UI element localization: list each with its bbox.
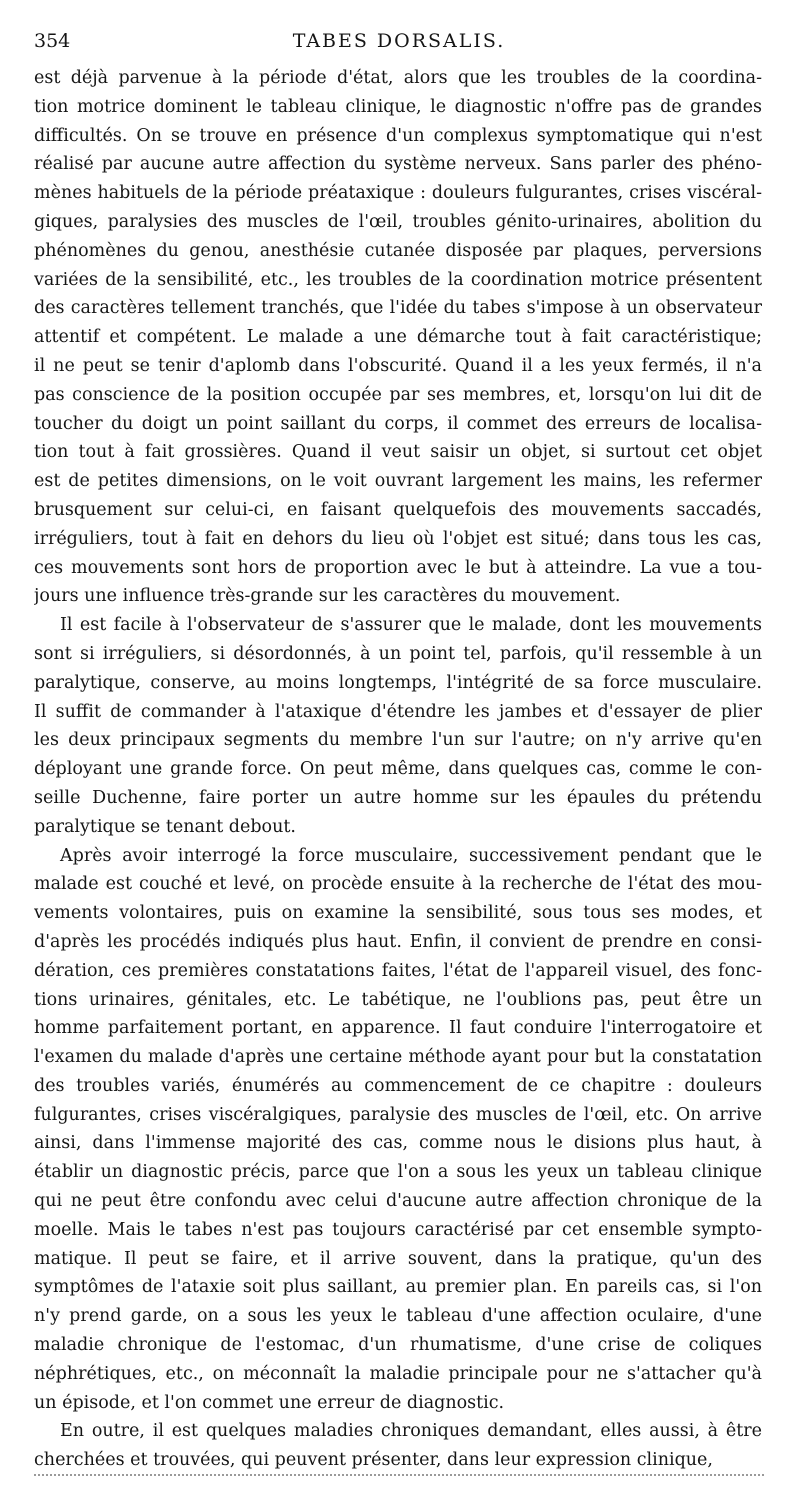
text-line: tions urinaires, génitales, etc. Le tabétique, ne l'oublions pas, peut être un [34, 989, 762, 1010]
footer-dotted-rule [34, 1474, 764, 1476]
text-line: ces mouvements sont hors de proportion avec le but à atteindre. La vue a tou- [34, 557, 762, 578]
running-head-title: TABES DORSALIS. [292, 30, 506, 52]
text-line: établir un diagnostic précis, parce que l'on a sous les yeux un tableau clinique [34, 1162, 762, 1183]
text-line: dération, ces premières constatations faites, l'état de l'appareil visuel, des fonc- [34, 960, 762, 981]
text-line: moelle. Mais le tabes n'est pas toujours caractérisé par cet ensemble sympto- [34, 1219, 762, 1240]
text-line: Il est facile à l'observateur de s'assurer que le malade, dont les mouvements [60, 615, 762, 636]
text-line: pas conscience de la position occupée par ses membres, et, lorsqu'on lui dit de [34, 384, 762, 405]
text-line: En outre, il est quelques maladies chroniques demandant, elles aussi, à être [60, 1421, 762, 1442]
page-number: 354 [34, 30, 71, 52]
text-line: ainsi, dans l'immense majorité des cas, comme nous le disions plus haut, à [34, 1133, 762, 1154]
text-line: irréguliers, tout à fait en dehors du lieu où l'objet est situé; dans tous les cas, [34, 528, 762, 549]
text-line: qui ne peut être confondu avec celui d'aucune autre affection chronique de la [34, 1191, 762, 1212]
text-line: n'y prend garde, on a sous les yeux le tableau d'une affection oculaire, d'une [34, 1306, 762, 1327]
text-line: d'après les procédés indiqués plus haut. Enfin, il convient de prendre en consi- [34, 931, 762, 952]
text-line: vements volontaires, puis on examine la sensibilité, sous tous ses modes, et [34, 903, 762, 924]
text-line: des caractères tellement tranchés, que l'idée du tabes s'impose à un observateur [34, 298, 762, 319]
text-line: déployant une grande force. On peut même, dans quelques cas, comme le con- [34, 759, 762, 780]
text-line: paralytique, conserve, au moins longtemps, l'intégrité de sa force musculaire. [34, 672, 762, 693]
text-line: homme parfaitement portant, en apparence. Il faut conduire l'interrogatoire et [34, 1018, 762, 1039]
text-line: des troubles variés, énumérés au commencement de ce chapitre : douleurs [34, 1075, 762, 1096]
text-line: brusquement sur celui-ci, en faisant quelquefois des mouvements saccadés, [34, 499, 762, 520]
paragraph [34, 611, 762, 841]
text-line: jours une influence très-grande sur les caractères du mouvement. [34, 586, 621, 607]
text-line: fulgurantes, crises viscéralgiques, paralysie des muscles de l'œil, etc. On arrive [34, 1104, 762, 1125]
text-line: Après avoir interrogé la force musculaire, successivement pendant que le [60, 845, 762, 866]
text-line: tion motrice dominent le tableau clinique, le diagnostic n'offre pas de grandes [34, 96, 762, 117]
text-line: tion tout à fait grossières. Quand il veut saisir un objet, si surtout cet objet [34, 442, 762, 463]
text-line: phénomènes du genou, anesthésie cutanée disposée par plaques, perversions [34, 240, 762, 261]
text-line: sont si irréguliers, si désordonnés, à un point tel, parfois, qu'il ressemble à un [34, 643, 762, 664]
text-line: l'examen du malade d'après une certaine méthode ayant pour but la constatation [34, 1047, 762, 1068]
text-line: difficultés. On se trouve en présence d'un complexus symptomatique qui n'est [34, 125, 762, 146]
text-line: cherchées et trouvées, qui peuvent présenter, dans leur expression clinique, [34, 1450, 713, 1471]
text-line: variées de la sensibilité, etc., les troubles de la coordination motrice présentent [34, 269, 762, 290]
text-line: il ne peut se tenir d'aplomb dans l'obscurité. Quand il a les yeux fermés, il n'a [34, 355, 762, 376]
text-line: un épisode, et l'on commet une erreur de diagnostic. [34, 1392, 505, 1413]
body-text [34, 64, 762, 1475]
text-line: matique. Il peut se faire, et il arrive souvent, dans la pratique, qu'un des [34, 1248, 762, 1269]
text-line: malade est couché et levé, on procède ensuite à la recherche de l'état des mou- [34, 874, 762, 895]
paragraph [34, 64, 762, 611]
text-line: mènes habituels de la période préataxique : douleurs fulgurantes, crises viscéral- [34, 183, 762, 204]
text-line: paralytique se tenant debout. [34, 816, 296, 837]
text-line: giques, paralysies des muscles de l'œil, troubles génito-urinaires, abolition du [34, 211, 762, 232]
text-line: symptômes de l'ataxie soit plus saillant, au premier plan. En pareils cas, si l'on [34, 1277, 762, 1298]
page-header [34, 30, 764, 56]
paragraph [34, 842, 762, 1418]
text-line: réalisé par aucune autre affection du système nerveux. Sans parler des phéno- [34, 154, 762, 175]
text-line: Il suffit de commander à l'ataxique d'étendre les jambes et d'essayer de plier [34, 701, 762, 722]
text-line: est de petites dimensions, on le voit ouvrant largement les mains, les refermer [34, 471, 762, 492]
text-line: néphrétiques, etc., on méconnaît la maladie principale pour ne s'attacher qu'à [34, 1363, 762, 1384]
text-line: attentif et compétent. Le malade a une démarche tout à fait caractéristique; [34, 327, 762, 348]
text-line: seille Duchenne, faire porter un autre homme sur les épaules du prétendu [34, 787, 762, 808]
text-line: les deux principaux segments du membre l'un sur l'autre; on n'y arrive qu'en [34, 730, 762, 751]
text-line: toucher du doigt un point saillant du corps, il commet des erreurs de localisa- [34, 413, 762, 434]
paragraph [34, 1417, 762, 1475]
text-line: est déjà parvenue à la période d'état, alors que les troubles de la coordina- [34, 68, 762, 88]
text-line: maladie chronique de l'estomac, d'un rhumatisme, d'une crise de coliques [34, 1335, 762, 1356]
